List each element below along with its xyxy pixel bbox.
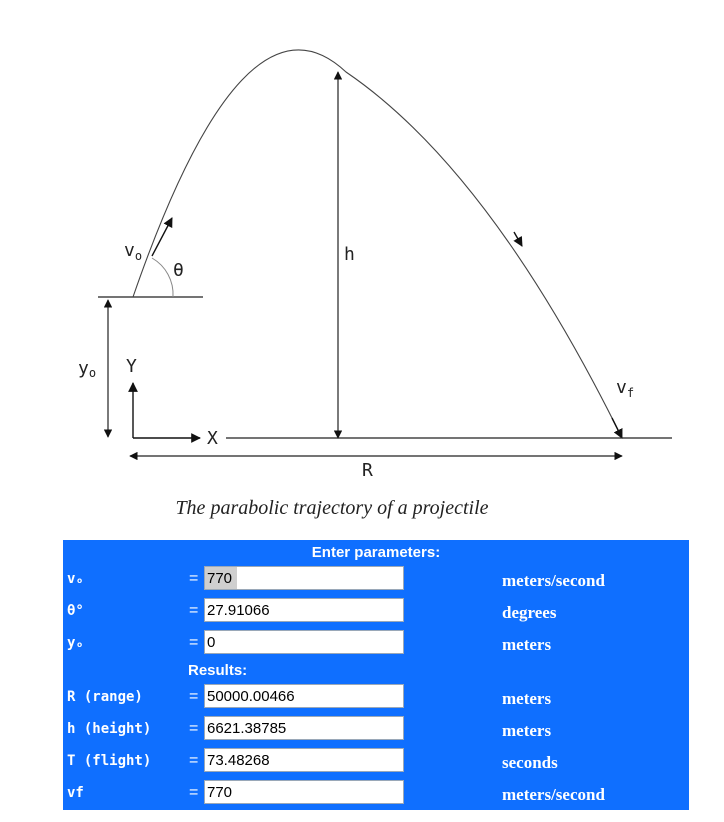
result-unit: meters [502, 721, 552, 740]
y-axis-label: Y [126, 356, 137, 377]
flight-time-output[interactable] [204, 748, 404, 772]
equals-sign: = [189, 634, 199, 651]
v-initial-label: $v_o$ [124, 240, 143, 263]
equals-sign: = [189, 752, 199, 769]
result-unit: meters/second [502, 785, 605, 804]
final-velocity-arrow [612, 418, 622, 438]
result-unit: seconds [502, 753, 558, 772]
result-label: vf [67, 785, 84, 801]
result-label: h (height) [67, 721, 152, 737]
equals-sign: = [189, 784, 199, 801]
x-axis-label: X [207, 428, 218, 449]
height-label: h [344, 244, 355, 265]
trajectory-direction-arrow [514, 232, 522, 246]
equals-sign: = [189, 720, 199, 737]
param-unit: meters/second [502, 571, 605, 590]
y0-input[interactable] [204, 630, 404, 654]
y-initial-label: yo [78, 358, 97, 380]
result-row-height [63, 714, 689, 744]
result-label: R (range) [67, 689, 143, 705]
param-label: θ° [67, 603, 84, 619]
equals-sign: = [189, 688, 199, 705]
param-unit: meters [502, 635, 552, 654]
vf-output[interactable] [204, 780, 404, 804]
input-row-v0 [63, 564, 689, 594]
range-output[interactable] [204, 684, 404, 708]
result-row-flight [63, 746, 689, 776]
range-label: R [362, 460, 373, 481]
input-row-y0 [63, 628, 689, 658]
v-final-label: $v_f$ [616, 377, 635, 400]
v0-input[interactable] [204, 566, 404, 590]
param-label: yₒ [67, 635, 84, 651]
result-unit: meters [502, 689, 552, 708]
trajectory-curve [133, 50, 622, 438]
equals-sign: = [189, 602, 199, 619]
result-row-range [63, 682, 689, 712]
parameters-panel [63, 540, 689, 810]
diagram-caption: The parabolic trajectory of a projectile [175, 497, 489, 519]
theta-label: θ [173, 260, 184, 281]
results-title: Results: [188, 662, 248, 679]
input-row-theta [63, 596, 689, 626]
enter-parameters-title: Enter parameters: [311, 544, 441, 561]
param-unit: degrees [502, 603, 557, 622]
result-row-vf [63, 778, 689, 808]
result-label: T (flight) [67, 753, 152, 769]
equals-sign: = [189, 570, 199, 587]
height-output[interactable] [204, 716, 404, 740]
param-label: vₒ [67, 571, 84, 587]
theta-input[interactable] [204, 598, 404, 622]
launch-angle-arc [152, 258, 173, 297]
